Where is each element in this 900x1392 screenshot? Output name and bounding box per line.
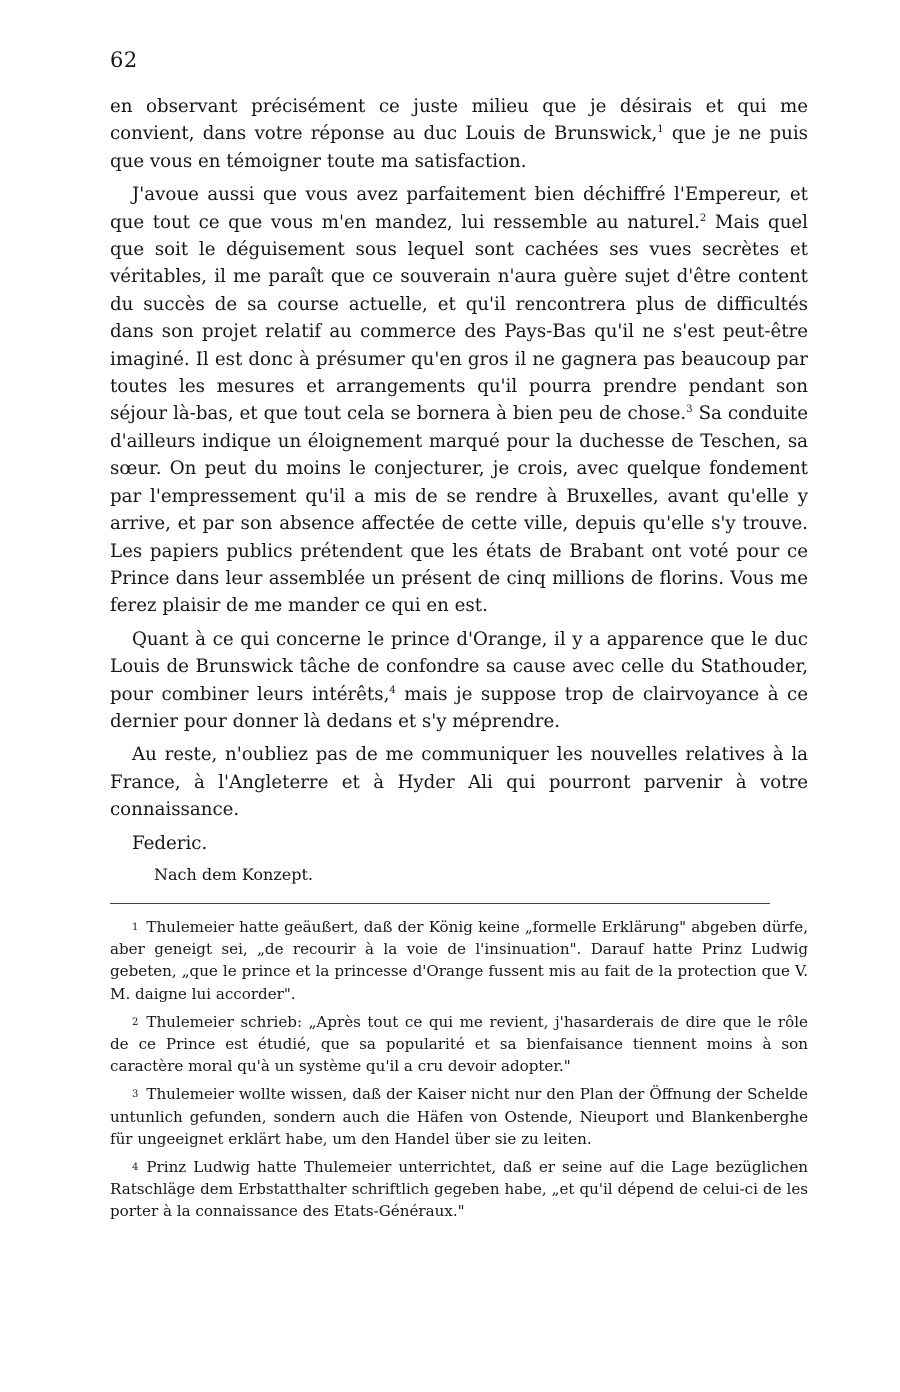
letter-body [110,93,808,1229]
footnote-text: Thulemeier hatte geäußert, daß der König keine „formelle Erklärung" abgeben dürfe, aber geneigt sei, „de recourir à la voie de l'insinuation". Darauf hatte Prinz Ludwig gebeten, „que le prince et la princesse d'Orange fussent mis au fait de la protection que V. M. daigne lui accorder". [110,917,808,1003]
footnote-mark: 4 [132,1162,139,1173]
footnote-2 [110,1011,808,1078]
paragraph-1 [110,93,808,175]
paragraph-1-text-b: que je ne puis que vous en témoigner toute ma satisfaction. [110,123,808,172]
footnote-ref-3[interactable]: 3 [686,404,693,416]
paragraph-2-text-b: Mais quel que soit le déguisement sous lequel sont cachées ses vues secrètes et véritables, il me paraît que ce souverain n'aura guère sujet d'être content du succès de sa course actuelle, et qu'il rencontrera plus de difficultés dans son projet relatif au commerce des Pays-Bas qu'il ne s'est peut-être imaginé. Il est donc à présumer qu'en gros il ne gagnera pas beaucoup par toutes les mesures et arrangements qu'il pourra prendre pendant son séjour là-bas, et que tout cela se bornera à bien peu de chose. [110,211,808,425]
footnote-3 [110,1083,808,1150]
source-note: Nach dem Konzept. [154,864,313,884]
paragraph-3 [110,626,808,736]
footnote-ref-4[interactable]: 4 [389,684,396,696]
paragraph-4 [110,741,808,823]
footnote-4 [110,1156,808,1223]
footnote-text: Thulemeier schrieb: „Après tout ce qui me revient, j'hasarderais de dire que le rôle de ce Prince est étudié, que sa popularité et sa bienfaisance tiennent moins à son caractère moral qu'à un système qu'il a cru devoir adopter." [110,1012,808,1076]
signature: Federic. [132,832,208,854]
paragraph-2-text-a: J'avoue aussi que vous avez parfaitement bien déchiffré l'Empereur, et que tout ce que vous m'en mandez, lui ressemble au naturel. [110,184,808,233]
page-number: 62 [110,48,138,72]
footnote-text: Thulemeier wollte wissen, daß der Kaiser nicht nur den Plan der Öffnung der Schelde untunlich gefunden, sondern auch die Häfen von Ostende, Nieuport und Blankenberghe für ungeeignet erklärt habe, um den Handel über sie zu leiten. [110,1085,808,1148]
paragraph-2-text-c: Sa conduite d'ailleurs indique un éloignement marqué pour la duchesse de Teschen, sa sœur. On peut du moins le conjecturer, je crois, avec quelque fondement par l'empressement qu'il a mis de se rendre à Bruxelles, avant qu'elle y arrive, et par son absence affectée de cette ville, depuis qu'elle s'y trouve. Les papiers publics prétendent que les états de Brabant ont voté pour ce Prince dans leur assemblée un présent de cinq millions de florins. Vous me ferez plaisir de me mander ce qui en est. [110,403,808,617]
footnote-text: Prinz Ludwig hatte Thulemeier unterrichtet, daß er seine auf die Lage bezüglichen Ratschläge dem Erbstatthalter schriftlich gegeben habe, „et qu'il dépend de celui-ci de les porter à la connaissance des Etats-Généraux." [110,1158,808,1221]
footnote-mark: 2 [132,1016,139,1028]
paragraph-3-text-a: Quant à ce qui concerne le prince d'Orange, il y a apparence que le duc Louis de Brunswick tâche de confondre sa cause avec celle du Stathouder, pour combiner leurs intérêts, [110,628,808,705]
paragraph-4-text: Au reste, n'oubliez pas de me communiquer les nouvelles relatives à la France, à l'Angleterre et à Hyder Ali qui pourront parvenir à votre connaissance. [110,744,808,821]
footnote-ref-2[interactable]: 2 [699,212,707,224]
paragraph-3-text-b: mais je suppose trop de clairvoyance à ce dernier pour donner là dedans et s'y méprendre. [110,683,808,732]
footnote-1 [110,916,808,1005]
footnotes [110,916,808,1223]
footnote-divider [110,903,770,904]
paragraph-1-text-a: en observant précisément ce juste milieu que je désirais et qui me convient, dans votre réponse au duc Louis de Brunswick, [110,96,808,145]
footnote-mark: 1 [132,921,139,933]
footnote-ref-1[interactable]: 1 [657,124,664,136]
paragraph-2 [110,181,808,620]
footnote-mark: 3 [132,1089,139,1101]
